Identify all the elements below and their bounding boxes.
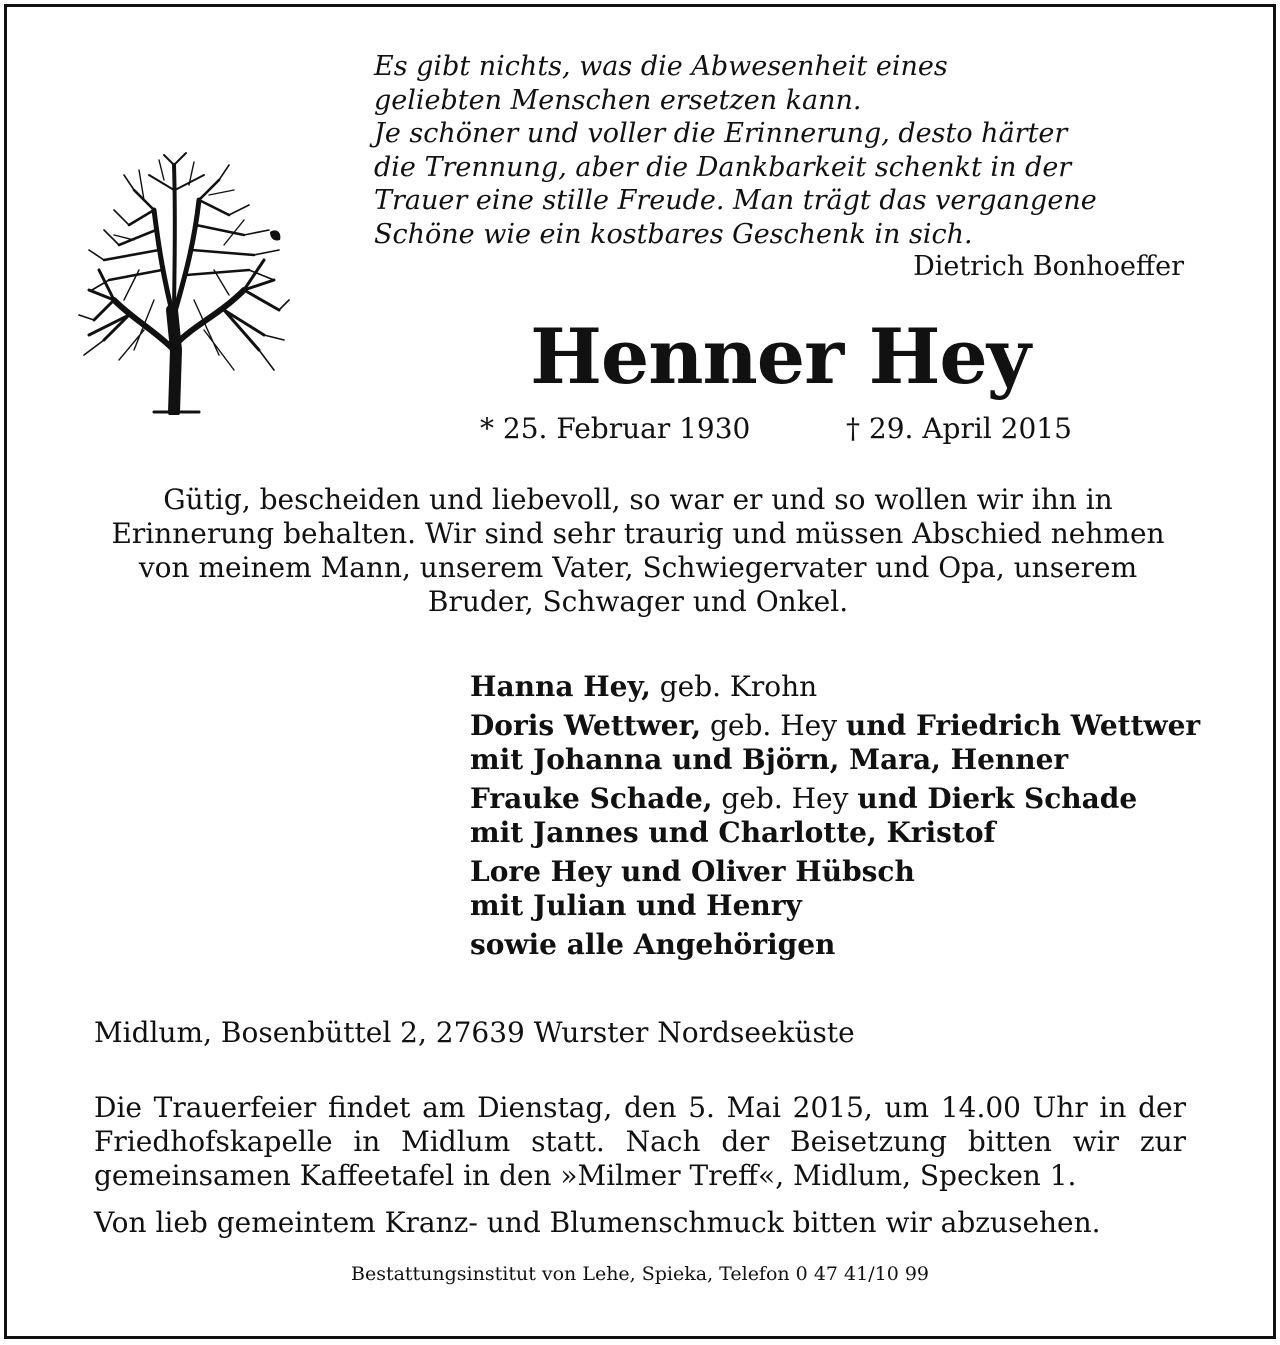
funeral-home-footer: Bestattungsinstitut von Lehe, Spieka, Telefon 0 47 41/10 99	[350, 1263, 929, 1285]
quote-line: Trauer eine stille Freude. Man trägt das vergangene	[374, 185, 1097, 216]
quote-line: Schöne wie ein kostbares Geschenk in sich.	[374, 218, 973, 250]
mourner-entry	[470, 709, 1200, 777]
mourner-entry	[470, 782, 1200, 850]
no-flowers-note: Von lieb gemeintem Kranz- und Blumenschmuck bitten wir abzusehen.	[94, 1206, 1101, 1239]
mourner-name: Doris Wettwer,	[470, 709, 702, 742]
mourner-name: Hanna Hey,	[470, 670, 651, 703]
quote-line: Je schöner und voller die Erinnerung, desto härter	[374, 118, 1068, 149]
quote-line: geliebten Menschen ersetzen kann.	[374, 84, 862, 116]
mourner-name: Frauke Schade,	[470, 782, 713, 815]
intro-text: Gütig, bescheiden und liebevoll, so war er und so wollen wir ihn in Erinnerung behalten. Wir sind sehr traurig und müssen Abschied nehmen von meinem Mann, unserem Vater, Schwiegervater und Opa, unserem Bruder, Schwager und Onkel.	[111, 483, 1165, 618]
mourner-entry	[470, 855, 1200, 923]
quote-line: Es gibt nichts, was die Abwesenheit eines	[374, 51, 948, 82]
mourner-maiden-name: geb. Hey	[712, 782, 858, 815]
mourner-entry	[470, 670, 1200, 704]
address: Midlum, Bosenbüttel 2, 27639 Wurster Nordseeküste	[94, 1016, 855, 1049]
birth-date: * 25. Februar 1930	[480, 412, 751, 445]
quote	[374, 50, 1097, 251]
mourner-children: mit Jannes und Charlotte, Kristof	[470, 816, 996, 849]
mourner-children: mit Julian und Henry	[470, 889, 802, 922]
quote-author: Dietrich Bonhoeffer	[913, 251, 1184, 282]
mourners-list	[470, 670, 1200, 967]
mourner-children: mit Johanna und Björn, Mara, Henner	[470, 743, 1069, 776]
mourner-maiden-name: geb. Hey	[701, 709, 846, 742]
mourner-maiden-name: geb. Krohn	[650, 670, 818, 703]
mourner-name: Lore Hey und Oliver Hübsch	[470, 855, 915, 888]
mourner-entry	[470, 928, 1200, 962]
mourner-name: sowie alle Angehörigen	[470, 928, 836, 961]
quote-line: die Trennung, aber die Dankbarkeit schenkt in der	[374, 151, 1072, 183]
death-date: † 29. April 2015	[846, 412, 1072, 445]
mourner-partner: und Dierk Schade	[857, 782, 1138, 815]
mourner-partner: und Friedrich Wettwer	[845, 709, 1201, 742]
deceased-name: Henner Hey	[530, 312, 1030, 401]
leaf-icon	[270, 230, 280, 240]
service-text: Die Trauerfeier findet am Dienstag, den 5. Mai 2015, um 14.00 Uhr in der Friedhofskapelle in Midlum statt. Nach der Beisetzung bitten wir zur gemeinsamen Kaffeetafel in den »Milmer Treff«, Midlum, Specken 1.	[94, 1091, 1186, 1192]
